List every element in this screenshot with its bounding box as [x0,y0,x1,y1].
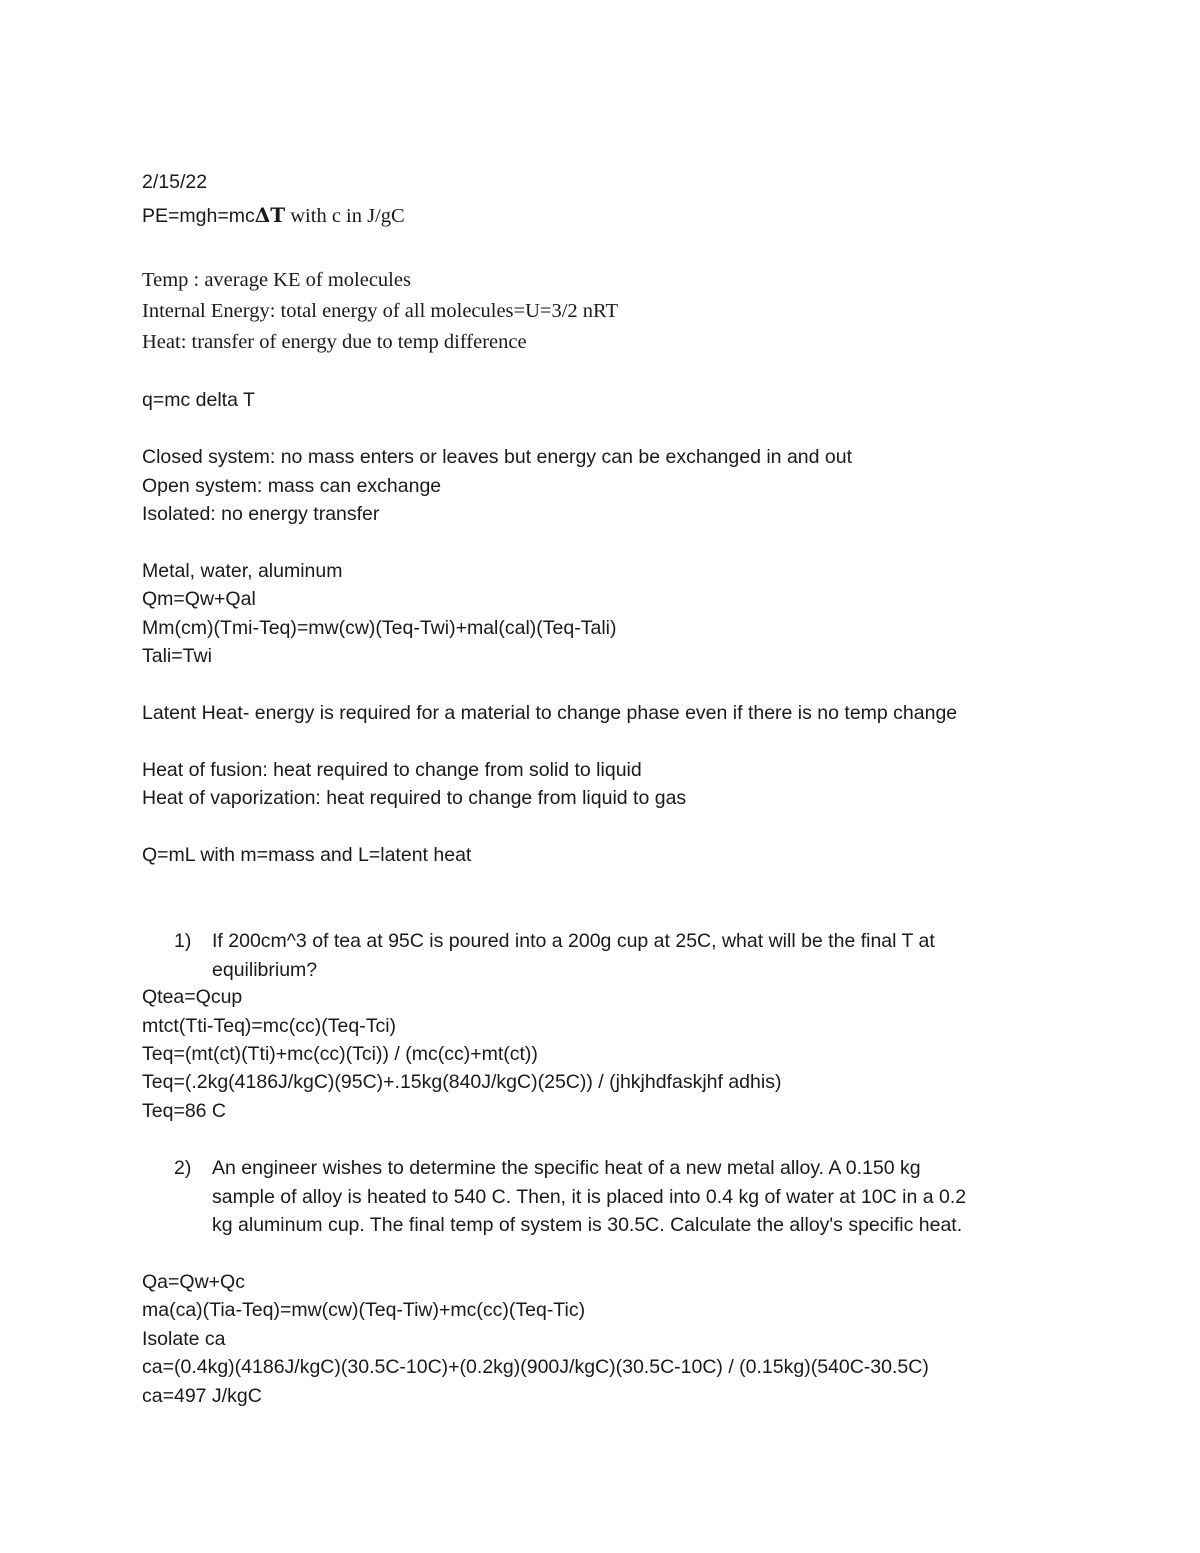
open-system-definition: Open system: mass can exchange [142,475,442,497]
problem-2-work-line: Qa=Qw+Qc [142,1271,245,1293]
problem-1-work-line: Qtea=Qcup [142,986,243,1008]
problem-2-answer: ca=497 J/kgC [142,1385,262,1407]
temp-definition: Temp : average KE of molecules [142,269,411,291]
problem-1-work-line: Teq=(mt(ct)(Tti)+mc(cc)(Tci)) / (mc(cc)+mt(ct)) [142,1043,538,1065]
mm-equation: Mm(cm)(Tmi-Teq)=mw(cw)(Teq-Twi)+mal(cal)(Teq-Tali) [142,617,617,639]
qm-equation: Qm=Qw+Qal [142,588,256,610]
date-line: 2/15/22 [142,171,208,193]
problem-2-work-line: ma(ca)(Tia-Teq)=mw(cw)(Teq-Tiw)+mc(cc)(Teq-Tic) [142,1299,586,1321]
pe-suffix: with c in J/gC [285,205,405,227]
problem-1-text [212,927,935,984]
heat-definition: Heat: transfer of energy due to temp difference [142,331,527,353]
q-formula: q=mc delta T [142,389,255,411]
pe-prefix: PE=mgh=mc [142,205,255,227]
internal-energy-definition: Internal Energy: total energy of all molecules=U=3/2 nRT [142,300,618,322]
latent-heat-formula: Q=mL with m=mass and L=latent heat [142,844,472,866]
heat-of-fusion-definition: Heat of fusion: heat required to change from solid to liquid [142,759,642,781]
problem-1-work-line: mtct(Tti-Teq)=mc(cc)(Teq-Tci) [142,1015,397,1037]
problem-2-work-line: Isolate ca [142,1328,226,1350]
closed-system-definition: Closed system: no mass enters or leaves but energy can be exchanged in and out [142,446,852,468]
problem-1-line: If 200cm^3 of tea at 95C is poured into a 200g cup at 25C, what will be the final T at [212,930,935,952]
isolated-system-definition: Isolated: no energy transfer [142,503,380,525]
problem-2-line: kg aluminum cup. The final temp of system is 30.5C. Calculate the alloy's specific heat. [212,1214,963,1236]
problem-1-answer: Teq=86 C [142,1100,227,1122]
tali-equation: Tali=Twi [142,645,212,667]
problem-2-text [212,1154,966,1240]
problem-1-number: 1) [174,930,192,952]
problem-1-line: equilibrium? [212,958,318,981]
materials-line: Metal, water, aluminum [142,560,343,582]
pe-formula-line [142,203,405,228]
problem-2-line: sample of alloy is heated to 540 C. Then, it is placed into 0.4 kg of water at 10C in a 0.2 [212,1185,967,1208]
heat-of-vaporization-definition: Heat of vaporization: heat required to change from liquid to gas [142,787,687,809]
delta-t-symbol: ΔT [254,203,286,227]
problem-2-work-line: ca=(0.4kg)(4186J/kgC)(30.5C-10C)+(0.2kg)(900J/kgC)(30.5C-10C) / (0.15kg)(540C-30.5C) [142,1356,929,1378]
problem-2-number: 2) [174,1157,192,1179]
problem-1-work-line: Teq=(.2kg(4186J/kgC)(95C)+.15kg(840J/kgC)(25C)) / (jhkjhdfaskjhf adhis) [142,1071,782,1093]
problem-2-line: An engineer wishes to determine the specific heat of a new metal alloy. A 0.150 kg [212,1157,921,1179]
latent-heat-definition: Latent Heat- energy is required for a material to change phase even if there is no temp change [142,702,958,724]
